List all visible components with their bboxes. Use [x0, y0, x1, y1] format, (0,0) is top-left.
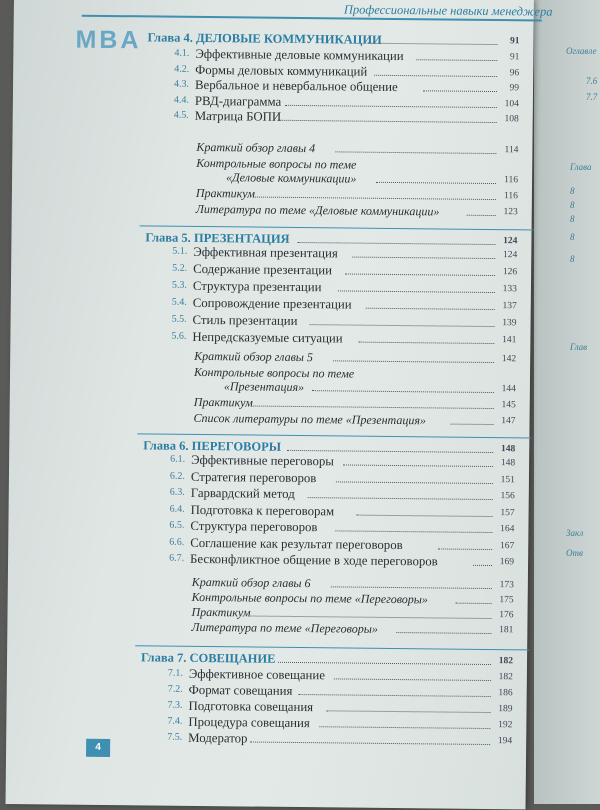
page-ref: 126 — [502, 267, 518, 278]
extra-title: Практикум — [195, 185, 256, 201]
section-title: Бесконфликтное общение в ходе переговоров — [190, 551, 438, 569]
section-title: Эффективная презентация — [193, 244, 338, 261]
dot-leader — [278, 651, 491, 665]
extra-title: Литература по теме «Переговоры» — [191, 619, 378, 636]
page-ref: 148 — [500, 458, 516, 469]
page-ref: 186 — [498, 688, 513, 699]
page-ref: 169 — [499, 557, 515, 568]
chapter-title: Глава 7. СОВЕЩАНИЕ — [140, 650, 276, 666]
extra-title: Практикум — [193, 394, 253, 410]
dot-leader — [356, 503, 493, 516]
chapter-title: Глава 5. ПРЕЗЕНТАЦИЯ — [145, 230, 290, 246]
facing-page — [534, 0, 600, 804]
dot-leader — [375, 63, 498, 76]
section-number: 6.5. — [169, 519, 185, 531]
page-ref: 151 — [500, 474, 515, 485]
page-ref: 176 — [499, 610, 514, 621]
section-title: Содержание презентации — [193, 261, 333, 278]
page-ref: 91 — [509, 52, 520, 63]
section-number: 4.2. — [174, 63, 190, 75]
section-title: Формат совещания — [188, 682, 293, 698]
mba-logo: MBA — [75, 25, 142, 55]
section-title: Вербальное и невербальное общение — [194, 77, 398, 95]
page-ref: 167 — [499, 540, 515, 551]
page-ref: 147 — [501, 416, 516, 427]
extra-title: Краткий обзор главы 5 — [194, 348, 314, 365]
page-ref: 182 — [498, 656, 514, 667]
section-number: 7.4. — [167, 715, 183, 727]
page-ref: 145 — [501, 400, 516, 411]
page-ref: 182 — [498, 672, 513, 683]
facing-page-fragment: Глав — [570, 342, 588, 352]
dot-leader — [330, 575, 492, 589]
extra-title-cont: «Презентация» — [223, 379, 305, 395]
chapter-title: Глава 6. ПЕРЕГОВОРЫ — [143, 438, 282, 454]
dot-leader — [288, 439, 494, 453]
page-ref: 133 — [502, 284, 517, 295]
section-number: 6.1. — [170, 453, 186, 465]
page-ref: 164 — [500, 524, 515, 535]
dot-leader — [251, 605, 492, 620]
section-number: 5.6. — [171, 330, 187, 342]
page-ref: 108 — [504, 114, 519, 125]
extra-title: Список литературы по теме «Презентация» — [193, 410, 427, 428]
section-number: 5.5. — [171, 313, 187, 325]
page-ref: 148 — [500, 444, 516, 455]
page-ref: 114 — [504, 145, 519, 156]
dot-leader — [358, 331, 495, 344]
page-ref: 123 — [503, 207, 518, 218]
section-number: 4.5. — [173, 109, 189, 121]
facing-page-fragment: 8 — [570, 232, 575, 242]
section-number: 6.7. — [169, 552, 185, 564]
page-ref: 96 — [509, 67, 520, 78]
page-ref: 156 — [500, 491, 515, 502]
page-ref: 99 — [509, 83, 520, 94]
dot-leader — [255, 186, 496, 201]
extra-title: Контрольные вопросы по теме — [193, 364, 355, 381]
section-number: 6.3. — [169, 486, 185, 498]
section-title: Матрица БОПИ — [194, 108, 282, 124]
dot-leader — [319, 715, 490, 729]
page-ref: 192 — [498, 720, 513, 731]
extra-title: Краткий обзор главы 6 — [191, 574, 311, 591]
dot-leader — [250, 731, 490, 746]
section-number: 4.4. — [173, 94, 189, 106]
extra-title: Практикум — [191, 604, 251, 620]
section-number: 7.5. — [167, 731, 183, 743]
section-title: Эффективные переговоры — [191, 452, 334, 469]
section-title: Эффективное совещание — [188, 666, 326, 683]
section-number: 7.2. — [167, 683, 183, 695]
chapter-title: Глава 4. ДЕЛОВЫЕ КОММУНИКАЦИИ — [147, 30, 382, 47]
section-title: Сопровождение презентации — [192, 295, 352, 312]
section-title: Соглашение как результат переговоров — [190, 535, 403, 552]
dot-leader — [335, 519, 492, 533]
page-ref: 194 — [497, 736, 513, 747]
facing-page-fragment: Отв — [566, 548, 583, 558]
section-title: Эффективные деловые коммуникации — [195, 46, 404, 64]
page-ref: 124 — [503, 236, 518, 247]
dot-leader — [277, 109, 496, 123]
page-ref: 104 — [504, 98, 519, 109]
section-title: Формы деловых коммуникаций — [195, 62, 368, 79]
dot-leader — [312, 379, 494, 393]
section-number: 6.4. — [169, 503, 185, 515]
dot-leader — [345, 262, 495, 276]
section-number: 4.3. — [174, 78, 190, 90]
dot-leader — [396, 621, 492, 634]
facing-page-fragment: 8 — [570, 214, 575, 224]
facing-page-fragment: 8 — [570, 200, 575, 210]
extra-title-cont: «Деловые коммуникации» — [226, 170, 357, 186]
extra-title: Краткий обзор главы 4 — [196, 139, 316, 156]
dot-leader — [343, 453, 493, 467]
dot-leader — [336, 470, 493, 484]
section-title: Модератор — [188, 730, 248, 746]
dot-leader — [285, 93, 497, 107]
section-number: 7.3. — [167, 699, 183, 711]
extra-title: Контрольные вопросы по теме — [196, 155, 357, 172]
running-title: Профессиональные навыки менеджера — [343, 2, 553, 19]
dot-leader — [334, 667, 491, 681]
facing-page-fragment: Оглавле — [566, 46, 597, 56]
book-page — [6, 0, 553, 809]
facing-page-fragment: 7.6 — [586, 76, 598, 86]
section-number: 6.2. — [169, 470, 186, 482]
section-title: Структура презентации — [192, 278, 322, 295]
dot-leader — [368, 32, 498, 45]
section-title: Подготовка к переговорам — [190, 502, 335, 518]
section-title: Гарвардский метод — [190, 485, 295, 501]
section-title: Стиль презентации — [192, 312, 298, 328]
page-ref: 137 — [502, 301, 517, 312]
page-ref: 139 — [502, 318, 517, 329]
dot-leader — [439, 537, 493, 550]
section-number: 5.3. — [171, 279, 188, 291]
dot-leader — [456, 592, 492, 604]
dot-leader — [423, 79, 497, 92]
section-number: 4.1. — [174, 47, 190, 59]
facing-page-fragment: Глава — [570, 162, 592, 172]
facing-page-fragment: Закл — [566, 528, 584, 538]
section-number: 5.2. — [172, 262, 188, 274]
page-ref: 173 — [499, 580, 514, 591]
dot-leader — [451, 413, 494, 425]
section-title: РВД-диаграмма — [194, 93, 282, 109]
dot-leader — [473, 554, 492, 566]
section-title: Процедура совещания — [188, 714, 310, 731]
facing-page-fragment: 7.7 — [586, 92, 598, 102]
page-ref: 91 — [509, 36, 520, 47]
page-ref: 144 — [501, 384, 516, 395]
section-title: Непредсказуемые ситуации — [192, 329, 343, 346]
dot-leader — [253, 395, 494, 410]
extra-title: Контрольные вопросы по теме «Переговоры» — [191, 589, 429, 607]
page-ref: 181 — [499, 625, 514, 636]
dot-leader — [352, 246, 495, 260]
dot-leader — [310, 313, 495, 327]
page-ref: 157 — [500, 507, 515, 518]
dot-leader — [466, 204, 496, 216]
dot-leader — [297, 231, 495, 245]
dot-leader — [327, 699, 491, 713]
dot-leader — [416, 48, 497, 61]
extra-title: Литература по теме «Деловые коммуникации» — [195, 201, 440, 219]
dot-leader — [333, 349, 495, 363]
page-ref: 116 — [504, 175, 519, 186]
page-ref: 175 — [499, 595, 514, 606]
dot-leader — [299, 683, 491, 697]
page-ref: 142 — [501, 354, 517, 365]
dot-leader — [308, 486, 493, 500]
page-ref: 189 — [498, 704, 513, 715]
dot-leader — [338, 279, 495, 293]
page-ref: 116 — [503, 191, 518, 202]
facing-page-fragment: 8 — [570, 254, 575, 264]
section-title: Структура переговоров — [190, 518, 318, 535]
page-number: 4 — [86, 739, 110, 757]
section-title: Подготовка совещания — [188, 698, 314, 715]
dot-leader — [365, 297, 495, 310]
section-number: 5.4. — [171, 296, 187, 308]
section-number: 7.1. — [167, 667, 183, 679]
dot-leader — [335, 140, 497, 154]
section-number: 5.1. — [172, 245, 188, 257]
page-ref: 141 — [502, 335, 517, 346]
section-number: 6.6. — [169, 536, 185, 548]
page-ref: 124 — [502, 250, 518, 261]
dot-leader — [376, 171, 497, 184]
section-title: Стратегия переговоров — [190, 469, 317, 485]
facing-page-fragment: 8 — [570, 186, 575, 196]
